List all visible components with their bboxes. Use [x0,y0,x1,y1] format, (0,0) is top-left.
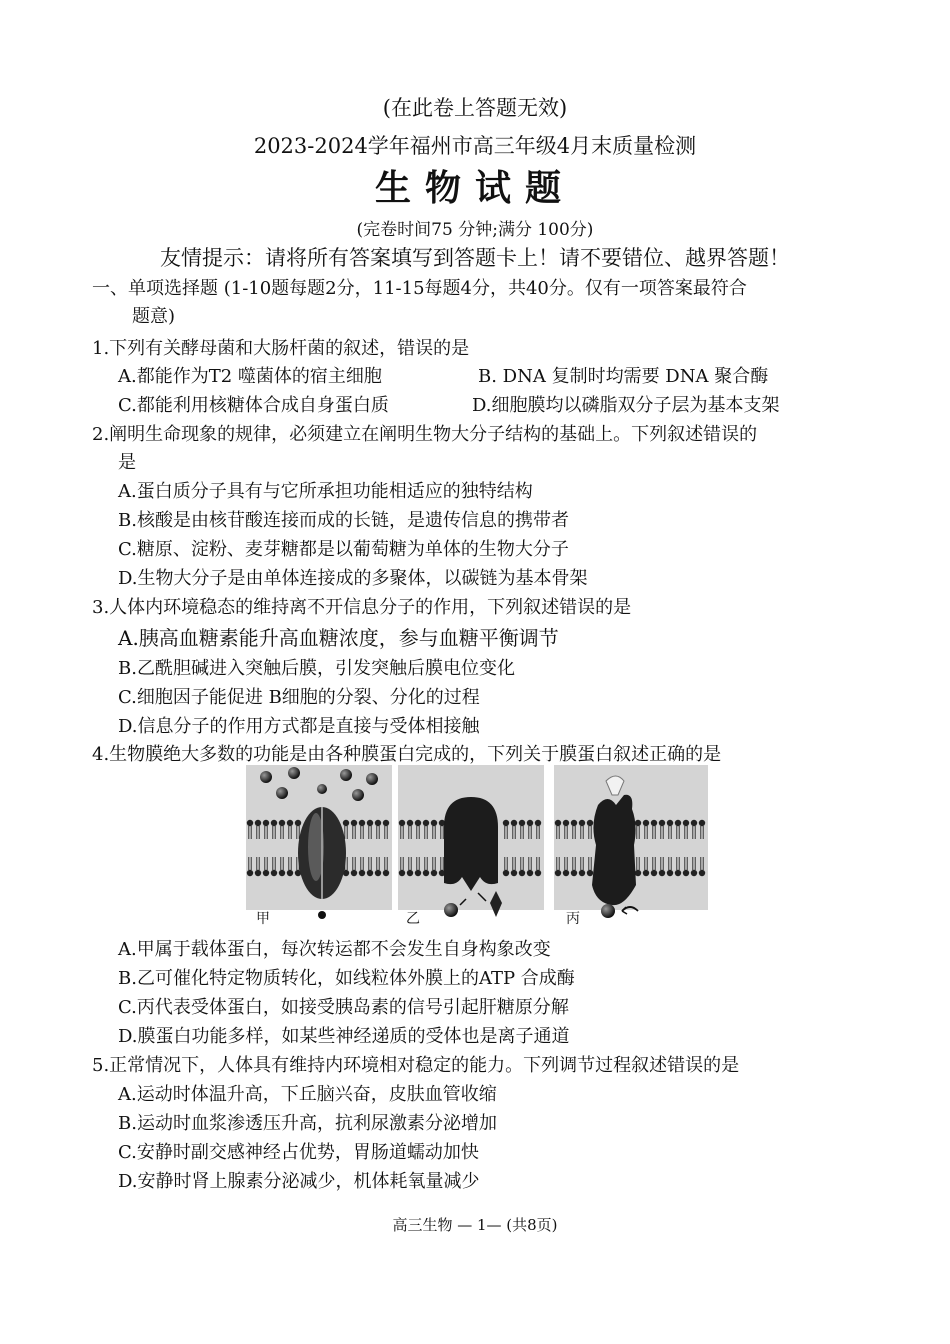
question-2-option-b: B.核酸是由核苷酸连接而成的长链，是遗传信息的携带者 [118,510,569,531]
question-1-option-b: B. DNA 复制时均需要 DNA 聚合酶 [478,366,769,387]
question-1-option-a: A.都能作为T2 噬菌体的宿主细胞 [118,366,382,387]
question-5-stem: 5.正常情况下，人体具有维持内环境相对稳定的能力。下列调节过程叙述错误的是 [92,1055,740,1076]
question-4-option-d: D.膜蛋白功能多样，如某些神经递质的受体也是离子通道 [118,1026,570,1047]
invalid-answer-note: (在此卷上答题无效) [382,96,568,120]
question-2-stem: 2.阐明生命现象的规律，必须建立在阐明生物大分子结构的基础上。下列叙述错误的 [92,424,758,445]
question-3-stem: 3.人体内环境稳态的维持离不开信息分子的作用，下列叙述错误的是 [92,597,632,618]
question-1-stem: 1.下列有关酵母菌和大肠杆菌的叙述，错误的是 [92,338,470,359]
question-5-option-a: A.运动时体温升高，下丘脑兴奋，皮肤血管收缩 [118,1084,497,1105]
subject-title: 生物试题 [374,167,575,209]
question-4-option-c: C.丙代表受体蛋白，如接受胰岛素的信号引起肝糖原分解 [118,997,569,1018]
question-1-option-c: C.都能利用核糖体合成自身蛋白质 [118,395,389,416]
figure-label-jia: 甲 [256,911,270,927]
question-3-option-a: A.胰高血糖素能升高血糖浓度，参与血糖平衡调节 [118,626,559,650]
question-3-option-c: C.细胞因子能促进 B细胞的分裂、分化的过程 [118,687,480,708]
section-heading-cont: 题意) [132,306,176,327]
membrane-protein-figure [246,765,708,927]
question-1-option-d: D.细胞膜均以磷脂双分子层为基本支架 [472,395,780,416]
question-5-option-d: D.安静时肾上腺素分泌减少，机体耗氧量减少 [118,1171,480,1192]
question-5-option-b: B.运动时血浆渗透压升高，抗利尿激素分泌增加 [118,1113,497,1134]
question-2-option-a: A.蛋白质分子具有与它所承担功能相适应的独特结构 [118,481,533,502]
figure-label-yi: 乙 [406,911,420,927]
question-2-option-c: C.糖原、淀粉、麦芽糖都是以葡萄糖为单体的生物大分子 [118,539,569,560]
membrane-protein-diagram [246,765,708,927]
exam-time-score: (完卷时间75 分钟;满分 100分) [356,220,594,240]
question-4-stem: 4.生物膜绝大多数的功能是由各种膜蛋白完成的，下列关于膜蛋白叙述正确的是 [92,744,722,765]
page-footer: 高三生物 — 1— (共8页) [392,1216,558,1234]
friendly-tip: 友情提示：请将所有答案填写到答题卡上！请不要错位、越界答题！ [160,246,790,270]
question-2-stem-cont: 是 [118,452,136,473]
question-3-option-d: D.信息分子的作用方式都是直接与受体相接触 [118,716,480,737]
question-3-option-b: B.乙酰胆碱进入突触后膜，引发突触后膜电位变化 [118,658,515,679]
exam-title: 2023-2024学年福州市高三年级4月末质量检测 [253,134,697,158]
question-4-option-b: B.乙可催化特定物质转化，如线粒体外膜上的ATP 合成酶 [118,968,575,989]
question-4-option-a: A.甲属于载体蛋白，每次转运都不会发生自身构象改变 [118,939,551,960]
section-heading: 一、单项选择题 (1-10题每题2分，11-15每题4分，共40分。仅有一项答案最符合 [92,278,747,299]
question-2-option-d: D.生物大分子是由单体连接成的多聚体，以碳链为基本骨架 [118,568,588,589]
figure-label-bing: 丙 [566,911,580,927]
question-5-option-c: C.安静时副交感神经占优势，胃肠道蠕动加快 [118,1142,479,1163]
